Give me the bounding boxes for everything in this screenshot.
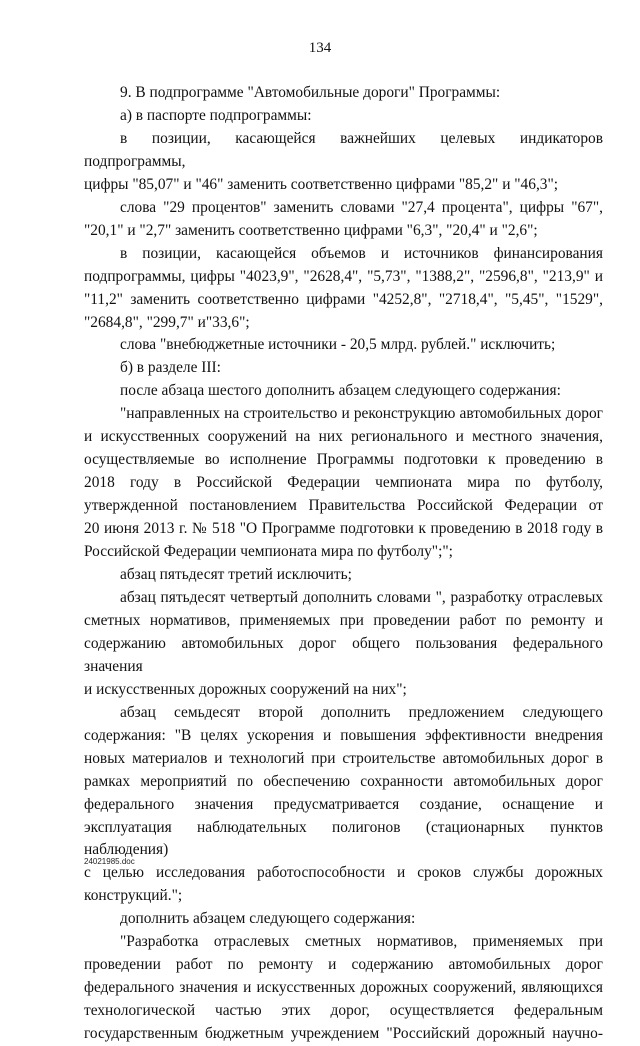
text-line: технологической частью этих дорог, осуществляется федеральным bbox=[84, 1002, 603, 1020]
text-line: "11,2" заменить соответственно цифрами "4252,8", "2718,4", "5,45", "1529", bbox=[84, 290, 603, 308]
text-line: слова "внебюджетные источники - 20,5 млрд. рублей." исключить; bbox=[120, 336, 556, 354]
text-line: эксплуатация наблюдательных полигонов (стационарных пунктов наблюдения) bbox=[84, 818, 603, 859]
text-line: "2684,8", "299,7" и"33,6"; bbox=[84, 313, 250, 331]
text-line: подпрограммы, цифры "4023,9", "2628,4", "5,73", "1388,2", "2596,8", "213,9" и bbox=[84, 267, 603, 285]
text-line: абзац пятьдесят третий исключить; bbox=[120, 566, 352, 584]
text-line: 2018 году в Российской Федерации чемпионата мира по футболу, bbox=[84, 474, 603, 492]
text-line: государственным бюджетным учреждением "Российский дорожный научно- bbox=[84, 1025, 603, 1043]
text-line: федерального значения и искусственных дорожных сооружений, являющихся bbox=[84, 979, 603, 997]
text-line: "20,1" и "2,7" заменить соответственно цифрами "6,3", "20,4" и "2,6"; bbox=[84, 221, 538, 239]
text-line: "Разработка отраслевых сметных нормативов, применяемых при bbox=[120, 933, 603, 951]
text-line: с целью исследования работоспособности и сроков службы дорожных bbox=[84, 864, 603, 882]
text-line: проведении работ по ремонту и содержанию автомобильных дорог bbox=[84, 956, 603, 974]
text-line: "направленных на строительство и реконструкцию автомобильных дорог bbox=[120, 405, 603, 423]
text-line: 20 июня 2013 г. № 518 "О Программе подготовки к проведению в 2018 году в bbox=[84, 520, 603, 538]
page-number: 134 bbox=[308, 40, 332, 56]
text-line: новых материалов и технологий при строительстве автомобильных дорог в bbox=[84, 749, 603, 767]
text-line: осуществляемые во исполнение Программы подготовки к проведению в bbox=[84, 451, 603, 469]
text-line: б) в разделе III: bbox=[120, 359, 221, 377]
text-line: в позиции, касающейся важнейших целевых индикаторов подпрограммы, bbox=[84, 129, 603, 170]
text-line: федерального значения предусматривается создание, оснащение и bbox=[84, 795, 603, 813]
text-line: дополнить абзацем следующего содержания: bbox=[120, 910, 416, 928]
text-line: конструкций."; bbox=[84, 887, 183, 905]
text-line: Российской Федерации чемпионата мира по футболу";"; bbox=[84, 543, 453, 561]
text-line: слова "29 процентов" заменить словами "27,4 процента", цифры "67", bbox=[120, 198, 603, 216]
text-line: содержанию автомобильных дорог общего пользования федерального значения bbox=[84, 634, 603, 675]
text-line: содержания: "В целях ускорения и повышения эффективности внедрения bbox=[84, 726, 603, 744]
text-line: цифры "85,07" и "46" заменить соответственно цифрами "85,2" и "46,3"; bbox=[84, 175, 559, 193]
text-line: а) в паспорте подпрограммы: bbox=[120, 106, 312, 124]
text-line: и искусственных дорожных сооружений на них"; bbox=[84, 680, 407, 698]
text-line: утвержденной постановлением Правительства Российской Федерации от bbox=[84, 497, 603, 515]
document-body bbox=[84, 82, 603, 1046]
text-line: и искусственных сооружений на них регионального и местного значения, bbox=[84, 428, 603, 446]
text-line: абзац семьдесят второй дополнить предложением следующего bbox=[120, 703, 603, 721]
text-line: рамках мероприятий по обеспечению сохранности автомобильных дорог bbox=[84, 772, 603, 790]
text-line: абзац пятьдесят четвертый дополнить словами ", разработку отраслевых bbox=[120, 588, 603, 606]
text-line: сметных нормативов, применяемых при проведении работ по ремонту и bbox=[84, 611, 603, 629]
text-line: в позиции, касающейся объемов и источников финансирования bbox=[120, 244, 603, 262]
file-name-footer: 24021985.doc bbox=[84, 857, 135, 866]
text-line: 9. В подпрограмме "Автомобильные дороги" Программы: bbox=[120, 84, 501, 101]
text-line: после абзаца шестого дополнить абзацем следующего содержания: bbox=[120, 382, 561, 400]
